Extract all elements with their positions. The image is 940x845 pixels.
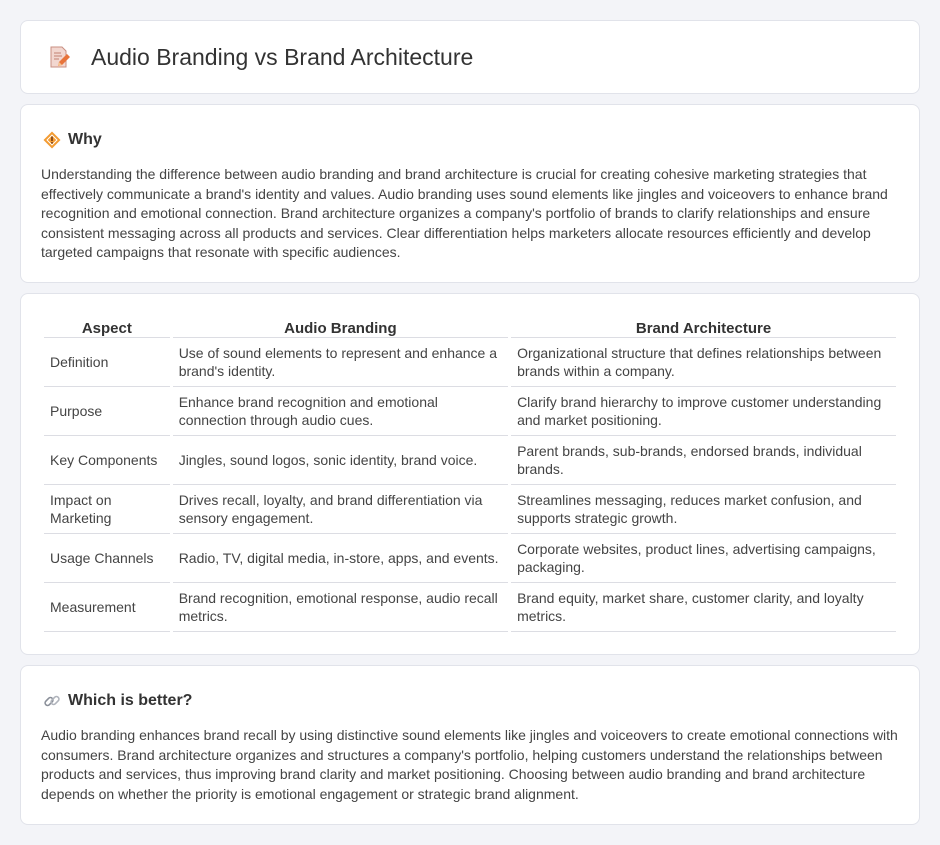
table-row <box>44 583 896 632</box>
header-audio-branding: Audio Branding <box>173 316 508 338</box>
table-row <box>44 338 896 387</box>
better-title: Which is better? <box>68 691 193 709</box>
table-header-row <box>44 316 896 338</box>
table-row <box>44 387 896 436</box>
audio-branding-cell: Enhance brand recognition and emotional connection through audio cues. <box>173 387 508 436</box>
brand-architecture-cell: Streamlines messaging, reduces market confusion, and supports strategic growth. <box>511 485 896 534</box>
audio-branding-cell: Brand recognition, emotional response, audio recall metrics. <box>173 583 508 632</box>
document-pencil-icon <box>47 45 71 69</box>
table-row <box>44 485 896 534</box>
table-row <box>44 534 896 583</box>
audio-branding-cell: Jingles, sound logos, sonic identity, brand voice. <box>173 436 508 485</box>
why-section <box>20 104 920 283</box>
page-header <box>21 21 919 93</box>
better-heading <box>21 666 919 712</box>
header-brand-architecture: Brand Architecture <box>511 316 896 338</box>
brand-architecture-cell: Brand equity, market share, customer clarity, and loyalty metrics. <box>511 583 896 632</box>
header-card <box>20 20 920 94</box>
audio-branding-cell: Radio, TV, digital media, in-store, apps, and events. <box>173 534 508 583</box>
link-icon <box>43 692 61 710</box>
aspect-cell: Impact on Marketing <box>44 485 170 534</box>
page-title: Audio Branding vs Brand Architecture <box>91 43 474 70</box>
audio-branding-cell: Drives recall, loyalty, and brand differentiation via sensory engagement. <box>173 485 508 534</box>
comparison-table <box>41 316 899 632</box>
why-text: Understanding the difference between audio branding and brand architecture is crucial for creating cohesive marketing strategies that effectively communicate a brand's identity and values. Audio branding uses sound elements like jingles and voiceovers to enhance brand recognition and emotional connection. Brand architecture organizes a company's portfolio of brands to clarify relationships and ensure consistent messaging across all products and services. Clear differentiation helps marketers allocate resources efficiently and develop targeted campaigns that resonate with specific audiences. <box>41 166 888 261</box>
better-text: Audio branding enhances brand recall by using distinctive sound elements like jingles and voiceovers to create emotional connections with consumers. Brand architecture organizes and structures a company's portfolio, helping customers understand the relationships between products and services, thus improving brand clarity and market positioning. Choosing between audio branding and brand architecture depends on whether the priority is emotional engagement or strategic brand alignment. <box>41 727 898 802</box>
aspect-cell: Measurement <box>44 583 170 632</box>
aspect-cell: Usage Channels <box>44 534 170 583</box>
which-is-better-section <box>20 665 920 825</box>
why-heading <box>21 105 919 151</box>
aspect-cell: Key Components <box>44 436 170 485</box>
aspect-cell: Purpose <box>44 387 170 436</box>
table-row <box>44 436 896 485</box>
brand-architecture-cell: Corporate websites, product lines, advertising campaigns, packaging. <box>511 534 896 583</box>
comparison-card <box>20 293 920 655</box>
audio-branding-cell: Use of sound elements to represent and enhance a brand's identity. <box>173 338 508 387</box>
aspect-cell: Definition <box>44 338 170 387</box>
why-title: Why <box>68 130 102 148</box>
diamond-sign-icon <box>43 131 61 149</box>
brand-architecture-cell: Parent brands, sub-brands, endorsed brands, individual brands. <box>511 436 896 485</box>
header-aspect: Aspect <box>44 316 170 338</box>
brand-architecture-cell: Clarify brand hierarchy to improve customer understanding and market positioning. <box>511 387 896 436</box>
brand-architecture-cell: Organizational structure that defines relationships between brands within a company. <box>511 338 896 387</box>
